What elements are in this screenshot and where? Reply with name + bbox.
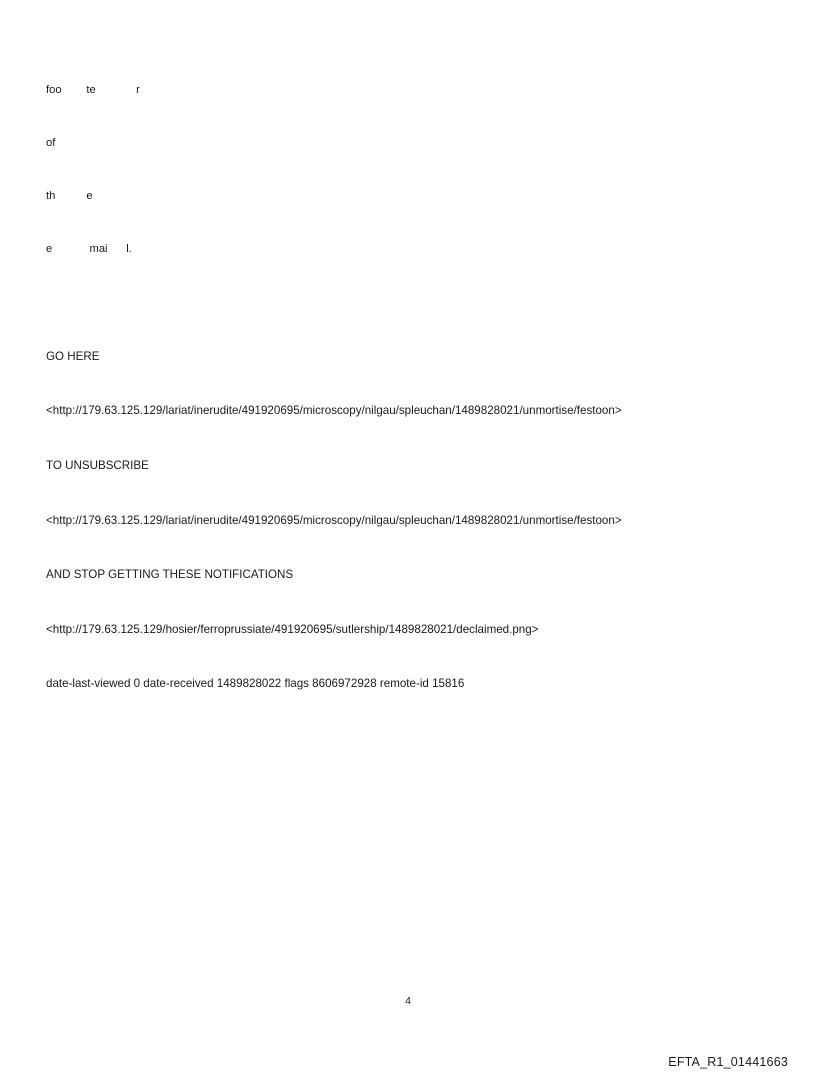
fragment-line: th e — [46, 189, 93, 202]
fragment-line: foo te r — [46, 84, 140, 97]
tracking-image-link: <http://179.63.125.129/hosier/ferroprussiate/491920695/sutlership/1489828021/declaimed.png> — [46, 622, 539, 636]
unsubscribe-label: TO UNSUBSCRIBE — [46, 458, 149, 472]
bates-number: EFTA_R1_01441663 — [668, 1055, 788, 1069]
go-here-label: GO HERE — [46, 349, 100, 363]
unsubscribe-link: <http://179.63.125.129/lariat/inerudite/491920695/microscopy/nilgau/spleuchan/1489828021/unmortise/festoon> — [46, 513, 622, 527]
document-body — [46, 47, 776, 730]
message-metadata-line: date-last-viewed 0 date-received 1489828022 flags 8606972928 remote-id 15816 — [46, 677, 465, 691]
fragment-line: e mai l. — [46, 242, 132, 255]
fragment-line: of — [46, 136, 56, 149]
fragment-text-block — [46, 47, 776, 293]
go-here-link: <http://179.63.125.129/lariat/inerudite/491920695/microscopy/nilgau/spleuchan/1489828021/unmortise/festoon> — [46, 404, 622, 418]
notification-text-block — [46, 311, 776, 730]
stop-notifications-label: AND STOP GETTING THESE NOTIFICATIONS — [46, 568, 294, 582]
paragraph-spacer — [46, 293, 776, 311]
page-number: 4 — [405, 995, 411, 1007]
